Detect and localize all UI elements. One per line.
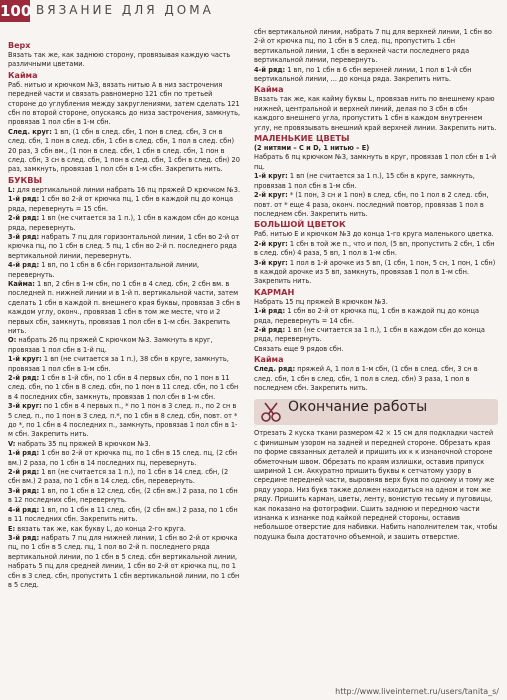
- verh-text: Вязать так же, как заднюю сторону, провязывая каждую часть различными цветами.: [8, 51, 231, 69]
- big-flower-title: БОЛЬШОЙ ЦВЕТОК: [254, 219, 346, 230]
- r2-text: 1 вп (не считается за 1 п.), 1 сбн в каждом сбн до конца ряда, перевернуть.: [8, 214, 239, 232]
- b2-text: 1 сбн в той же п., что и пол, (5 вп, пропустить 2 сбн, 1 сбн в след. сбн) 4 раза, 5 вп, 1 пол в 1-м сбн.: [254, 239, 495, 258]
- o-label: О:: [8, 336, 17, 345]
- k2-text: 1 вп, 2 сбн в 1-м сбн, по 1 сбн в 4 след. сбн, 2 сбн вм. в последней п. нижней линии и в 1-й п. вертикальной части, затем сделать 1 сбн в каждой п. внешнего края буквы, провязав 3 сбн в каждом углу, оконч., провязав 1 сбн в том же месте, что и 2 первых сбн, замкнуть, провязав 1 пол сбн в 1-м сбн. Закрепить нить.: [8, 279, 241, 335]
- r1-paragraph: [8, 195, 242, 214]
- pk-paragraph: [254, 365, 498, 393]
- v1-label: 1-й ряд:: [8, 449, 40, 458]
- s2-paragraph: [254, 191, 498, 219]
- b2-label: 2-й круг:: [254, 239, 288, 248]
- r3-paragraph: [8, 233, 242, 261]
- v-paragraph: [8, 440, 242, 449]
- e3-paragraph: [8, 534, 242, 590]
- right-column: [254, 28, 498, 542]
- right-top-text: сбн вертикальной линии, набрать 7 пц для верхней линии, 1 сбн во 2-й от крючка пц, по 1 сбн в 5 след. пц, пропустить 1 сбн вертикальной линии, 1 сбн в верхней части последнего ряда вертикальной линии, перевернуть.: [254, 28, 492, 65]
- pocket-kaima-title: Кайма: [254, 355, 284, 365]
- r3-text: набрать 7 пц для горизонтальной линии, 1 сбн во 2-й от крючка пц, по 1 сбн в след. 5 пц, 1 сбн во 2-й п. последнего ряда вертикальной линии, перевернуть.: [8, 232, 240, 260]
- r4-text: 1 вп, по 1 сбн в 6 сбн горизонтальной линии, перевернуть.: [8, 261, 200, 279]
- b3-text: 1 пол в 1-й арочке из 5 вп, (1 сбн, 1 пон, 5 сн, 1 пон, 1 сбн) в каждой арочке из 5 вп, замкнуть, провязав 1 пол в 1-м сбн. Закрепить нить.: [254, 258, 496, 286]
- v1-paragraph: [8, 449, 242, 468]
- v-text: набрать 35 пц пряжей B крючком №3.: [15, 439, 151, 448]
- p3-text: Связать еще 9 рядов сбн.: [254, 344, 344, 353]
- l-text: для вертикальной линии набрать 16 пц пряжей D крючком №3.: [14, 185, 241, 194]
- small-flowers-text: Набрать 6 пц крючком №3, замкнуть в круг, провязав 1 пол сбн в 1-й пц.: [254, 153, 497, 171]
- o3-text: по 1 сбн в 4 первых п., * по 1 пон в 3 след. п., по 2 сн в 5 след. п., по 1 пон в 3 след. п.*, по 1 сбн в 8 след. сбн, повт. от * до *, по 1 сбн в 4 последних п., замкнуть, провязав 1 пол сбн в 1-м сбн. Закрепить нить.: [8, 402, 238, 439]
- small-flowers-title: МАЛЕНЬКИЕ ЦВЕТЫ: [254, 133, 350, 144]
- r4-paragraph: [8, 261, 242, 280]
- v4-text: 1 вп, по 1 сбн в 11 след. сбн, (2 сбн вм.) 2 раза, по 1 сбн в 11 последних сбн. Закрепить нить.: [8, 505, 238, 524]
- r1-label: 1-й ряд:: [8, 195, 40, 204]
- big-flower-text: Раб. нитью E и крючком №3 до конца 1-го круга маленького цветка.: [254, 230, 494, 239]
- p1-label: 1-й ряд:: [254, 307, 286, 316]
- o-paragraph: [8, 336, 242, 355]
- scissors-icon: [260, 401, 282, 423]
- v2-label: 2-й ряд:: [8, 468, 40, 477]
- pocket-text: Набрать 15 пц пряжей B крючком №3.: [254, 297, 388, 306]
- l-paragraph: [8, 186, 242, 195]
- o3-paragraph: [8, 402, 242, 440]
- o2-paragraph: [8, 374, 242, 402]
- sled-paragraph: [8, 128, 242, 175]
- page-header: [0, 0, 507, 22]
- s1-text: 1 вп (не считается за 1 п.), 15 сбн в круге, замкнуть, провязав 1 пол сбн в 1-м сбн.: [254, 172, 475, 190]
- p2-label: 2-й ряд:: [254, 325, 286, 334]
- kaima-title: Кайма: [8, 70, 38, 80]
- o2-text: 1 сбн в 1-й сбн, по 1 сбн в 4 первых сбн, по 1 пон в 11 след. сбн, по 1 сбн в 8 след. сбн, по 1 пон в 11 след. сбн, по 1 сбн в 4 последних сбн, замкнуть, провязав 1 пол сбн в 1-м сбн.: [8, 374, 239, 401]
- v1-text: 1 сбн во 2-й от крючка пц, по 1 сбн в 15 след. пц, (2 сбн вм.) 2 раза, по 1 сбн в 14 последних пц, перевернуть.: [8, 449, 238, 467]
- e-label: Е:: [8, 524, 16, 533]
- sled-label: След. круг:: [8, 127, 52, 136]
- b3-paragraph: [254, 259, 498, 287]
- b3-label: 3-й круг:: [254, 258, 288, 267]
- o1-paragraph: [8, 355, 242, 374]
- pk-text: пряжей A, 1 пол в 1-м сбн, (1 сбн в след. сбн, 3 сн в след. сбн, 1 сбн в след. сбн, 1 пол в след. сбн) 3 раза, 1 пол в последнем сбн. Закрепить нить.: [254, 365, 478, 392]
- s1-label: 1-й круг:: [254, 172, 288, 181]
- p1-text: 1 сбн во 2-й от крючка пц, 1 сбн в каждой пц до конца ряда, перевернуть = 14 сбн.: [254, 307, 480, 325]
- small-flowers-sub: (2 нитями – C и D, 1 нитью – E): [254, 144, 370, 153]
- l-label: L:: [8, 185, 15, 194]
- v3-label: 3-й ряд:: [8, 486, 40, 495]
- b2-paragraph: [254, 240, 498, 259]
- o3-label: 3-й круг:: [8, 402, 42, 411]
- r1-text: 1 сбн во 2-й от крючка пц, 1 сбн в каждой пц до конца ряда, перевернуть = 15 сбн.: [8, 195, 234, 213]
- v4-paragraph: [8, 506, 242, 525]
- p2-paragraph: [254, 326, 498, 345]
- k2-label: Кайма:: [8, 279, 35, 288]
- kaima-text: Раб. нитью и крючком №3, вязать нитью А в низ застрочения передней части и связать равномерно 121 сбн по третьей стороне до углубления между закруглениями, затем сделать 121 сбн по второй стороне, опускаясь до низа застрочения, замкнуть, провязав 1 пол сбн в 1-м сбн.: [8, 80, 241, 127]
- r3-label: 3-й ряд:: [8, 232, 40, 241]
- page-number: 100: [0, 2, 32, 20]
- r2-label: 2-й ряд:: [8, 214, 40, 223]
- p1-paragraph: [254, 307, 498, 326]
- o2-label: 2-й ряд:: [8, 374, 40, 382]
- r2-paragraph: [8, 214, 242, 233]
- v3-text: 1 вп, по 1 сбн в 12 след. сбн, (2 сбн вм.) 2 раза, по 1 сбн в 12 последних сбн, перевернуть.: [8, 486, 238, 505]
- pk-label: След. ряд:: [254, 365, 296, 374]
- rr4-paragraph: [254, 66, 498, 85]
- r4-label: 4-й ряд:: [8, 261, 40, 270]
- sled-text: 1 вп, (1 сбн в след. сбн, 1 пон в след. сбн, 3 сн в след. сбн, 1 пон в след. сбн, 1 сбн в след. сбн, 1 пол в след. сбн) 20 раз, 3 сбн вм., (1 пон в след. сбн, 1 сбн в след. сбн, 1 пон в след. сбн, 3 сн в след. сбн, 1 пон в след. сбн, 1 сбн в след. сбн) 20 раз, замкнуть, провязав 1 пол сбн в 1-м сбн. Закрепить нить.: [8, 127, 240, 174]
- pocket-title: КАРМАН: [254, 286, 295, 297]
- bukvy-title: БУКВЫ: [8, 174, 42, 185]
- s2-text: * (1 пон, 3 сн и 1 пон) в след. сбн, по 1 пол в 2 след. сбн, повт. от * еще 4 раза, оконч. последний повтор, провязав 1 пол в последнем сбн. Закрепить нить.: [254, 191, 489, 218]
- v3-paragraph: [8, 487, 242, 506]
- verh-title: Верх: [8, 41, 31, 50]
- o1-label: 1-й круг:: [8, 355, 42, 364]
- e3-label: 3-й ряд:: [8, 533, 40, 542]
- o-text: набрать 26 пц пряжей C крючком №3. Замкнуть в круг, провязав 1 пол сбн в 1-й пц.: [8, 336, 213, 354]
- rk-title: Кайма: [254, 85, 284, 95]
- rr4-label: 4-й ряд:: [254, 65, 286, 74]
- e3-text: набрать 7 пц для нижней линии, 1 сбн во 2-й от крючка пц, по 1 сбн в 5 след. пц, 1 пол во 2-й п. последнего ряда вертикальной линии, по 1 сбн в 5 след. сбн вертикальной линии, набрать 5 пц для средней линии, 1 сбн во 2-й от крючка пц, по 1 сбн в 3 след. сбн, пропустить 1 сбн вертикальной линии, по 1 сбн в 5 след.: [8, 533, 240, 589]
- o1-text: 1 вп (не считается за 1 п.), 38 сбн в круге, замкнуть, провязав 1 пол сбн в 1-м сбн.: [8, 355, 229, 373]
- header-title: ВЯЗАНИЕ ДЛЯ ДОМА: [36, 3, 214, 17]
- finish-title: Окончание работы: [288, 399, 428, 416]
- k2-paragraph: [8, 280, 242, 336]
- v-label: V:: [8, 439, 16, 448]
- p2-text: 1 вп (не считается за 1 п.), 1 сбн в каждом сбн до конца ряда, перевернуть.: [254, 325, 485, 344]
- finish-text: Отрезать 2 куска ткани размером 42 × 15 см для подкладки частей с финишным узором на задней и передней стороне. Обрезать края по форме связанных деталей и пришить их к к изнаночной стороне обметочным швом. Обрезать по краям излишки, оставив припуск шириной 1 см. Аккуратно пришить буквы к сетчатому узору в середине передней части, выровняв верх букв по одному и тому же ряду узора. Низ букв также должен находиться на одном и том же ряду. Пришить карман, цветы, ленту, вонистую тесьму и пуговицы, как показано на фотографии. Сшить заднюю и переднюю части изнанка к изнанке под кайкой передней стороны, оставив небольшое отверстие для набивки. Набить наполнителем так, чтобы подушка была достаточно объемной, и зашить отверстие.: [254, 429, 498, 541]
- rr4-text: 1 вп, по 1 сбн в 6 сбн верхней линии, 1 пол в 1-й сбн вертикальной линии, ... до конца ряда. Закрепить нить.: [254, 65, 472, 84]
- footer-url: http://www.liveinternet.ru/users/tanita_s/: [335, 687, 499, 696]
- s2-label: 2-й круг:: [254, 191, 288, 200]
- v2-paragraph: [8, 468, 242, 487]
- e-paragraph: [8, 525, 242, 534]
- v4-label: 4-й ряд:: [8, 505, 40, 514]
- s1-paragraph: [254, 172, 498, 191]
- v2-text: 1 вп (не считается за 1 п.), по 1 сбн в 14 след. сбн, (2 сбн вм.) 2 раза, по 1 сбн в 14 след. сбн, перевернуть.: [8, 468, 229, 486]
- e-text: вязать так же, как букву L, до конца 2-го круга.: [15, 524, 186, 533]
- rk-text: Вязать так же, как кайму буквы L, провязав нить по внешнему краю нижней, центральной и верхней линий, делая по 3 сбн в сбн каждого внешнего угла, пропустить 1 сбн в каждом внутреннем углу, не провязывать внешний край верхней линии. Закрепить нить.: [254, 95, 497, 132]
- left-column: [8, 40, 242, 590]
- finish-banner: [254, 399, 498, 425]
